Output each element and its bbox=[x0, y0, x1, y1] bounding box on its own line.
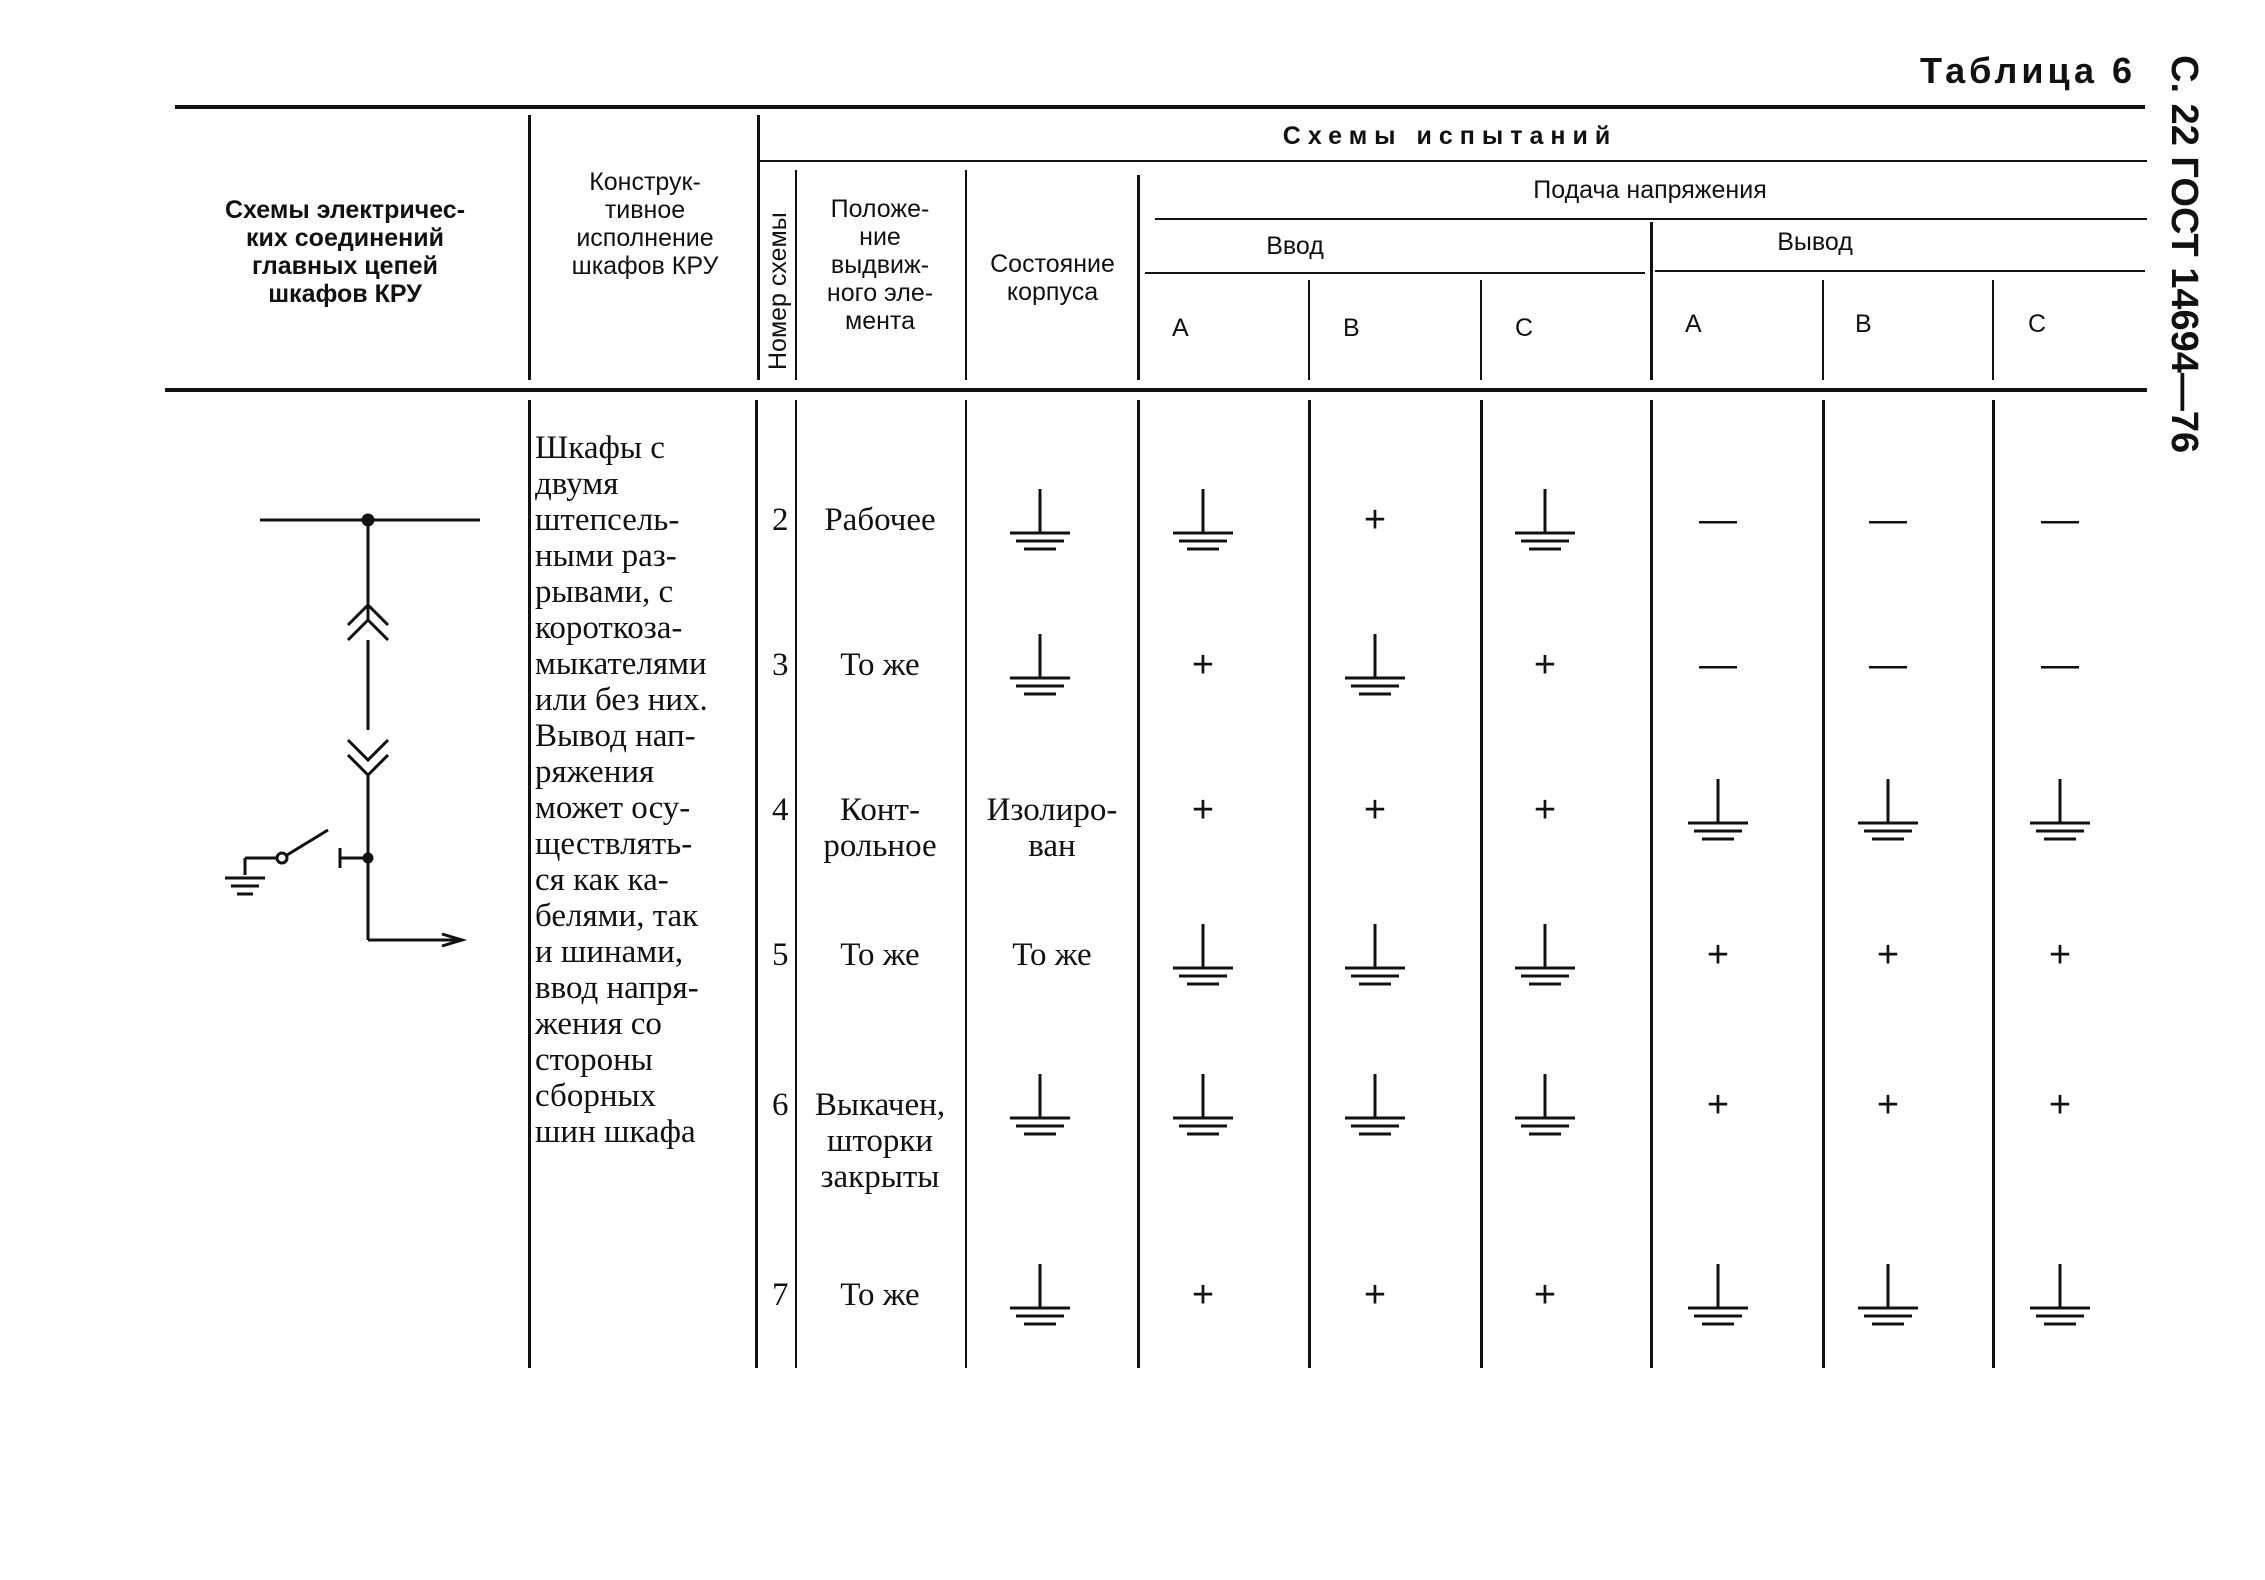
scheme-number: 7 bbox=[772, 1277, 789, 1313]
col-line-10 bbox=[1992, 280, 1994, 380]
ground-symbol-icon bbox=[2020, 1262, 2100, 1332]
cell-mark: + bbox=[1363, 1274, 1387, 1316]
header-line: шкафов КРУ bbox=[268, 280, 422, 308]
housing-state bbox=[968, 792, 1136, 864]
header-line: Состояние bbox=[990, 250, 1115, 278]
cell-mark: — bbox=[2041, 499, 2079, 541]
header-position bbox=[800, 195, 960, 335]
description-line: может осу- bbox=[535, 790, 691, 826]
position-line: рольное bbox=[823, 828, 937, 864]
element-position bbox=[800, 1087, 960, 1195]
description-line: и шинами, bbox=[535, 934, 684, 970]
ground-symbol-icon bbox=[1505, 487, 1585, 557]
col-line-9 bbox=[1822, 280, 1824, 380]
header-line: Схемы электричес- bbox=[224, 196, 466, 224]
body-line-8 bbox=[1650, 400, 1653, 1368]
input-rule bbox=[1145, 272, 1645, 274]
table-title: Таблица 6 bbox=[1920, 50, 2137, 91]
body-line-4 bbox=[965, 400, 967, 1368]
header-line: мента bbox=[845, 307, 915, 335]
scheme-number: 2 bbox=[772, 502, 789, 538]
cell-mark: + bbox=[1363, 789, 1387, 831]
header-circuit-schemes bbox=[180, 196, 510, 308]
side-header: С. 22 ГОСТ 14694—76 bbox=[2163, 55, 2205, 454]
schemes-rule bbox=[757, 160, 2147, 162]
col-line-6 bbox=[1308, 280, 1310, 380]
header-bottom-rule bbox=[165, 388, 2147, 392]
col-line-3 bbox=[795, 170, 797, 380]
header-scheme-number: Номер схемы bbox=[764, 212, 792, 370]
ground-symbol-icon bbox=[1163, 487, 1243, 557]
output-rule bbox=[1655, 270, 2145, 272]
cell-mark: + bbox=[2048, 934, 2072, 976]
cell-mark: + bbox=[1191, 644, 1215, 686]
body-line-7 bbox=[1480, 400, 1483, 1368]
element-position bbox=[800, 792, 960, 864]
body-line-10 bbox=[1992, 400, 1995, 1368]
description-line: рывами, с bbox=[535, 574, 674, 610]
description-line: ся как ка- bbox=[535, 862, 669, 898]
cell-mark: + bbox=[2048, 1084, 2072, 1126]
position-line: Выкачен, bbox=[814, 1087, 946, 1123]
ground-symbol-icon bbox=[1335, 1072, 1415, 1142]
header-output: Вывод bbox=[1777, 228, 1853, 256]
header-housing bbox=[970, 250, 1135, 306]
description-line: штепсель- bbox=[535, 502, 680, 538]
header-line: ких соединений bbox=[246, 224, 444, 252]
cell-mark: + bbox=[1876, 1084, 1900, 1126]
cell-mark: — bbox=[1699, 644, 1737, 686]
col-line-5 bbox=[1137, 175, 1140, 380]
ground-symbol-icon bbox=[1163, 1072, 1243, 1142]
position-line: шторки bbox=[826, 1123, 934, 1159]
ground-symbol-icon bbox=[1678, 777, 1758, 847]
header-line: выдвиж- bbox=[830, 251, 930, 279]
housing-line: Изолиро- bbox=[986, 792, 1118, 828]
element-position bbox=[800, 937, 960, 973]
body-line-1 bbox=[528, 400, 531, 1368]
description-line: короткоза- bbox=[535, 610, 683, 646]
header-line: Положе- bbox=[830, 195, 930, 223]
header-line: ного эле- bbox=[826, 279, 934, 307]
cell-mark: + bbox=[1706, 934, 1730, 976]
cell-mark: — bbox=[1869, 644, 1907, 686]
header-phase-input-b: В bbox=[1343, 314, 1360, 342]
ground-symbol-icon bbox=[1000, 487, 1080, 557]
description-line: сборных bbox=[535, 1078, 657, 1114]
header-line: ние bbox=[859, 223, 901, 251]
cell-mark: + bbox=[1191, 1274, 1215, 1316]
body-line-9 bbox=[1822, 400, 1825, 1368]
header-line: исполнение bbox=[576, 224, 714, 252]
housing-line: ван bbox=[1028, 828, 1076, 864]
cell-mark: + bbox=[1533, 789, 1557, 831]
scheme-number: 5 bbox=[772, 937, 789, 973]
cell-mark: + bbox=[1191, 789, 1215, 831]
ground-symbol-icon bbox=[2020, 777, 2100, 847]
header-line: тивное bbox=[604, 196, 686, 224]
ground-symbol-icon bbox=[1505, 922, 1585, 992]
cell-mark: + bbox=[1533, 644, 1557, 686]
header-line: корпуса bbox=[1006, 278, 1099, 306]
header-phase-output-a: А bbox=[1685, 310, 1702, 338]
position-line: То же bbox=[840, 1277, 920, 1313]
description-line: жения со bbox=[535, 1006, 662, 1042]
ground-symbol-icon bbox=[1335, 922, 1415, 992]
description-line: Вывод нап- bbox=[535, 718, 696, 754]
scheme-number: 4 bbox=[772, 792, 789, 828]
col-line-1 bbox=[528, 115, 531, 380]
ground-symbol-icon bbox=[1000, 1072, 1080, 1142]
scheme-number: 3 bbox=[772, 647, 789, 683]
element-position bbox=[800, 647, 960, 683]
housing-line: То же bbox=[1012, 937, 1092, 973]
description-line: Шкафы с bbox=[535, 430, 665, 466]
header-phase-output-b: В bbox=[1855, 310, 1872, 338]
description-line: или без них. bbox=[535, 682, 708, 718]
cell-mark: + bbox=[1533, 1274, 1557, 1316]
header-input: Ввод bbox=[1266, 232, 1324, 260]
cell-mark: — bbox=[2041, 644, 2079, 686]
cell-mark: — bbox=[1869, 499, 1907, 541]
housing-state bbox=[968, 937, 1136, 973]
element-position bbox=[800, 1277, 960, 1313]
description-line: шин шкафа bbox=[535, 1114, 696, 1150]
description-line: стороны bbox=[535, 1042, 653, 1078]
header-line: шкафов КРУ bbox=[571, 252, 719, 280]
description-line: ными раз- bbox=[535, 538, 677, 574]
design-description bbox=[535, 430, 750, 1150]
ground-symbol-icon bbox=[1335, 632, 1415, 702]
scheme-number: 6 bbox=[772, 1087, 789, 1123]
col-line-4 bbox=[965, 170, 967, 380]
header-test-schemes: Схемы испытаний bbox=[1282, 122, 1618, 150]
ground-symbol-icon bbox=[1000, 632, 1080, 702]
ground-symbol-icon bbox=[1678, 1262, 1758, 1332]
position-line: То же bbox=[840, 937, 920, 973]
ground-symbol-icon bbox=[1505, 1072, 1585, 1142]
header-phase-input-c: С bbox=[1515, 314, 1534, 342]
header-voltage-supply: Подача напряжения bbox=[1533, 176, 1767, 204]
header-line: главных цепей bbox=[252, 252, 438, 280]
supply-rule bbox=[1155, 218, 2147, 220]
circuit-diagram-icon bbox=[200, 490, 500, 970]
body-line-6 bbox=[1308, 400, 1311, 1368]
position-line: закрыты bbox=[820, 1159, 940, 1195]
header-phase-input-a: А bbox=[1172, 314, 1189, 342]
header-line: Конструк- bbox=[589, 168, 701, 196]
position-line: Конт- bbox=[840, 792, 920, 828]
cell-mark: + bbox=[1876, 934, 1900, 976]
description-line: ряжения bbox=[535, 754, 655, 790]
description-line: белями, так bbox=[535, 898, 699, 934]
col-line-8 bbox=[1650, 222, 1653, 380]
description-line: ществлять- bbox=[535, 826, 693, 862]
description-line: мыкателями bbox=[535, 646, 707, 682]
body-line-5 bbox=[1137, 400, 1140, 1368]
ground-symbol-icon bbox=[1848, 777, 1928, 847]
header-phase-output-c: С bbox=[2028, 310, 2047, 338]
position-line: То же bbox=[840, 647, 920, 683]
col-line-2 bbox=[757, 115, 760, 380]
cell-mark: + bbox=[1706, 1084, 1730, 1126]
ground-symbol-icon bbox=[1163, 922, 1243, 992]
ground-symbol-icon bbox=[1000, 1262, 1080, 1332]
element-position bbox=[800, 502, 960, 538]
cell-mark: + bbox=[1363, 499, 1387, 541]
col-line-7 bbox=[1480, 280, 1482, 380]
body-line-3 bbox=[795, 400, 797, 1368]
position-line: Рабочее bbox=[824, 502, 936, 538]
ground-symbol-icon bbox=[1848, 1262, 1928, 1332]
description-line: ввод напря- bbox=[535, 970, 699, 1006]
top-rule bbox=[175, 105, 2145, 109]
body-line-2 bbox=[755, 400, 758, 1368]
cell-mark: — bbox=[1699, 499, 1737, 541]
header-design bbox=[540, 168, 750, 280]
description-line: двумя bbox=[535, 466, 619, 502]
